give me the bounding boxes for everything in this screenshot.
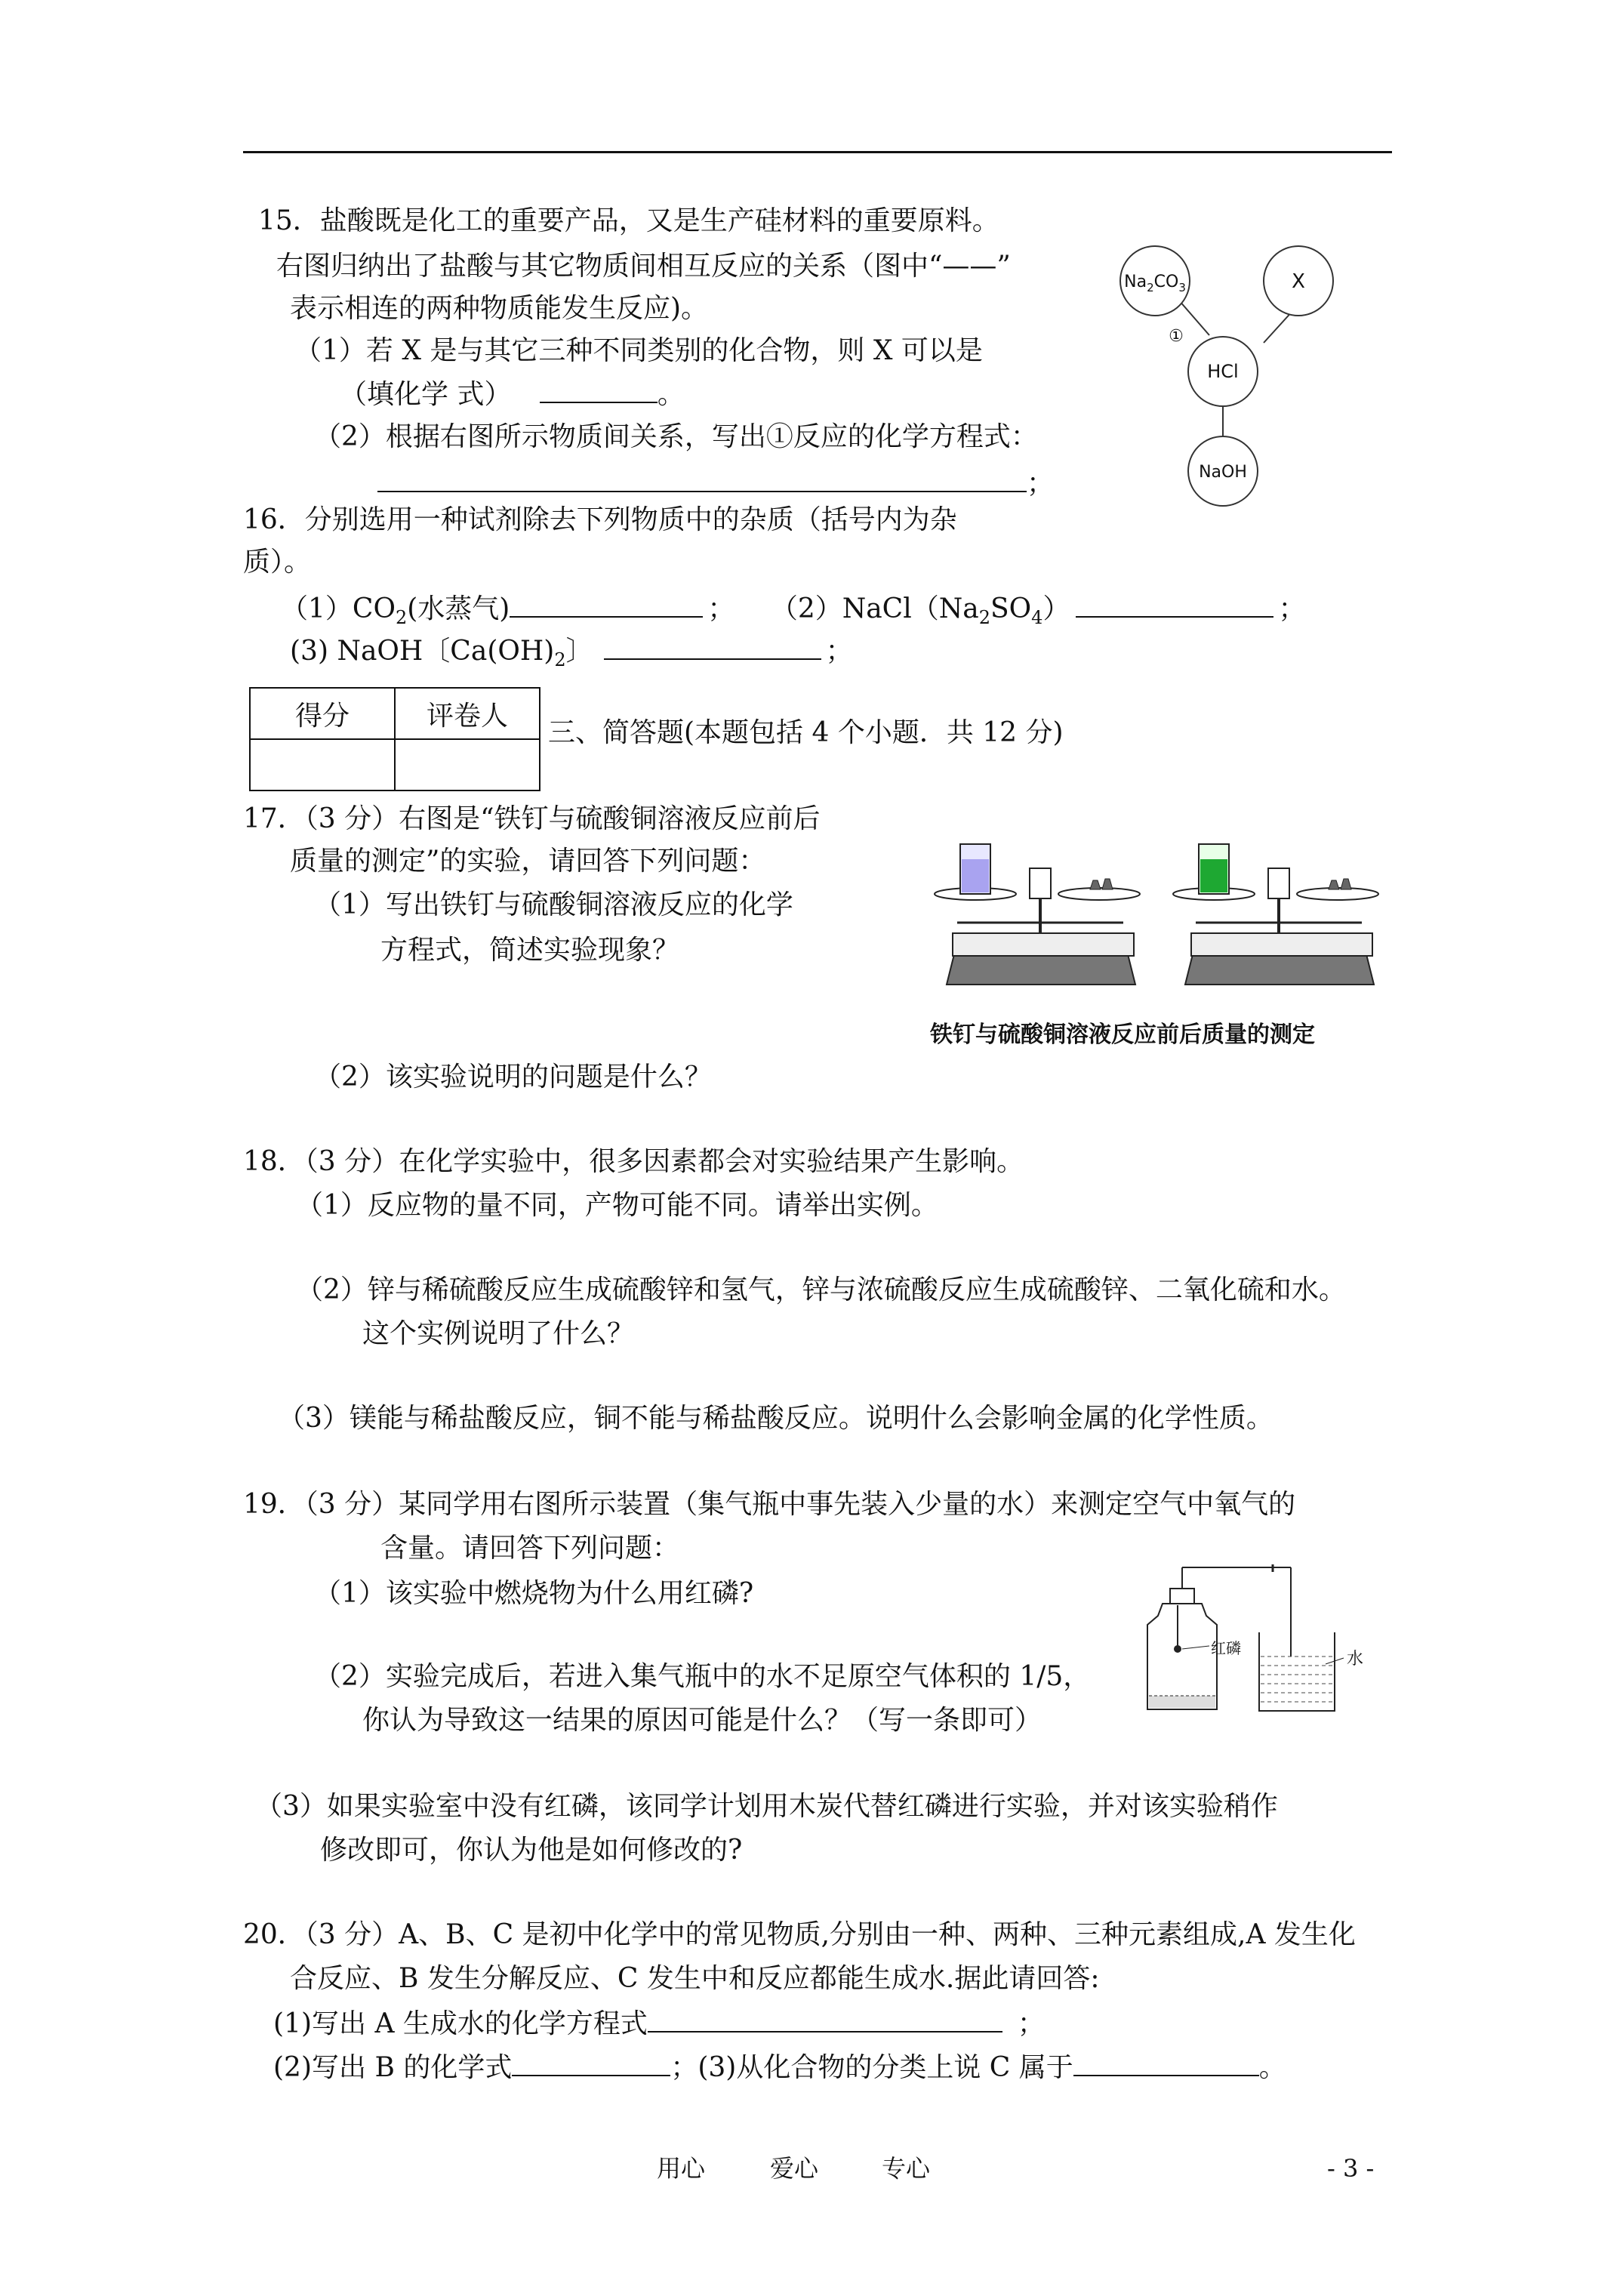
q20-line-3 [273,2005,1045,2042]
q17-line-1: 17．（3 分）右图是“铁钉与硫酸铜溶液反应前后 [243,803,821,834]
q16-line-4 [290,633,853,677]
q18-line-1: 18．（3 分）在化学实验中，很多因素都会对实验结果产生影响。 [243,1146,1024,1177]
q16-item-3-label: (3) NaOH〔$Ca(OH)_2$〕 [290,636,593,671]
q15-fill-label: （填化学 式） [340,379,512,410]
oxygen-apparatus-figure [1132,1563,1389,1721]
q18-line-3: （2）锌与稀硫酸反应生成硫酸锌和氢气，锌与浓硫酸反应生成硫酸锌、二氧化硫和水。 [296,1274,1346,1305]
q20-item-3-label: ；(3)从化合物的分类上说 C 属于 [670,2052,1073,2083]
q16-item-2-label: $(2)NaCl(Na_2SO_4)$ [770,593,1070,629]
grader-header: 评卷人 [395,688,540,739]
label-red-phosphorus: 红磷 [1211,1639,1241,1657]
q16-line-2: 质）。 [243,547,312,578]
q15-line-4: （1）若 X 是与其它三种不同类别的化合物，则 X 可以是 [294,335,983,366]
reaction-mark-1: ① [1169,327,1184,346]
q17-line-3: （1）写出铁钉与硫酸铜溶液反应的化学 [314,889,793,920]
q20-line-2: 合反应、B 发生分解反应、C 发生中和反应都能生成水.据此请回答: [290,1963,1100,1994]
q20-line-4 [273,2049,1286,2085]
q20-item-2-label: (2)写出 B 的化学式 [273,2052,513,2083]
label-water: 水 [1347,1650,1364,1669]
q16-answer-blank-1[interactable] [510,590,703,618]
q19-line-2: 含量。请回答下列问题： [380,1533,680,1564]
reaction-diagram [1110,242,1381,513]
q20-item-1-label: (1)写出 A 生成水的化学方程式 [273,2008,648,2039]
q17-line-4: 方程式，简述实验现象？ [380,935,680,966]
q19-line-3: （1）该实验中燃烧物为什么用红磷? [314,1578,754,1609]
q20-answer-blank-2[interactable] [512,2049,670,2076]
q17-line-5: （2）该实验说明的问题是什么？ [314,1062,712,1093]
q19-line-5: 你认为导致这一结果的原因可能是什么？（写一条即可） [362,1705,1042,1736]
q16-answer-blank-3[interactable] [604,633,821,660]
q15-line-7 [377,465,1054,501]
q15-equation-blank[interactable] [377,465,1027,492]
header-rule [243,151,1392,153]
q15-period: 。 [657,379,685,410]
q17-line-2: 质量的测定”的实验，请回答下列问题： [290,846,766,877]
q20-period: 。 [1258,2052,1286,2083]
page-number: - 3 - [1327,2154,1375,2183]
q20-sep-1: ； [1017,2008,1045,2039]
q16-sep-2: ； [1278,593,1306,624]
node-x-label: X [1292,270,1305,293]
footer-motto-3: 专心 [882,2154,931,2183]
q19-line-7: 修改即可，你认为他是如何修改的? [320,1835,743,1866]
q19-line-4: （2）实验完成后，若进入集气瓶中的水不足原空气体积的 1/5， [314,1661,1091,1692]
q20-answer-blank-1[interactable] [648,2005,1002,2032]
q16-sep-1: ； [707,593,735,624]
node-hcl-label: HCl [1207,361,1239,382]
q16-sep-3: ； [825,636,853,667]
q16-line-3 [281,590,1305,635]
balance-scale-figure [927,834,1380,1015]
q18-line-5: （3）镁能与稀盐酸反应，铜不能与稀盐酸反应。说明什么会影响金属的化学性质。 [278,1403,1273,1434]
node-naoh-label: NaOH [1199,463,1247,482]
q18-line-2: （1）反应物的量不同，产物可能不同。请举出实例。 [296,1190,938,1221]
score-table [249,687,540,791]
q20-line-1: 20．（3 分）A、B、C 是初中化学中的常见物质,分别由一种、两种、三种元素组成,A 发生化 [243,1919,1356,1950]
q16-answer-blank-2[interactable] [1076,590,1273,618]
section-3-heading: 三、简答题(本题包括 4 个小题．共 12 分) [548,717,1064,748]
q18-line-4: 这个实例说明了什么？ [362,1318,635,1349]
q15-line-3: 表示相连的两种物质能发生反应)。 [290,293,709,324]
score-cell[interactable] [250,739,395,791]
q19-line-1: 19．（3 分）某同学用右图所示装置（集气瓶中事先装入少量的水）来测定空气中氧气的 [243,1489,1296,1520]
footer-motto-2: 爱心 [770,2154,819,2183]
q15-line-2: 右图归纳出了盐酸与其它物质间相互反应的关系（图中“——” [276,251,1011,282]
footer-motto-1: 用心 [657,2154,706,2183]
balance-figure-caption: 铁钉与硫酸铜溶液反应前后质量的测定 [930,1022,1315,1048]
q15-line-1: 15．盐酸既是化工的重要产品，又是生产硅材料的重要原料。 [258,205,999,236]
node-na2co3-label: $Na_2CO_3$ [1124,273,1186,294]
red-phosphorus-spoon [1174,1645,1181,1653]
q15-line-6: （2）根据右图所示物质间关系，写出①反应的化学方程式： [314,421,1038,452]
q19-line-6: （3）如果实验室中没有红磷，该同学计划用木炭代替红磷进行实验，并对该实验稍作 [255,1791,1278,1822]
q15-semicolon: ； [1027,468,1055,499]
q20-answer-blank-3[interactable] [1073,2049,1259,2076]
q16-line-1: 16．分别选用一种试剂除去下列物质中的杂质（括号内为杂 [243,504,957,535]
q15-line-5 [340,376,685,412]
grader-cell[interactable] [395,739,540,791]
score-header: 得分 [250,688,395,739]
q15-answer-blank-1[interactable] [540,376,658,403]
q16-item-1-label: $(1)CO_2$(水蒸气) [281,593,510,629]
